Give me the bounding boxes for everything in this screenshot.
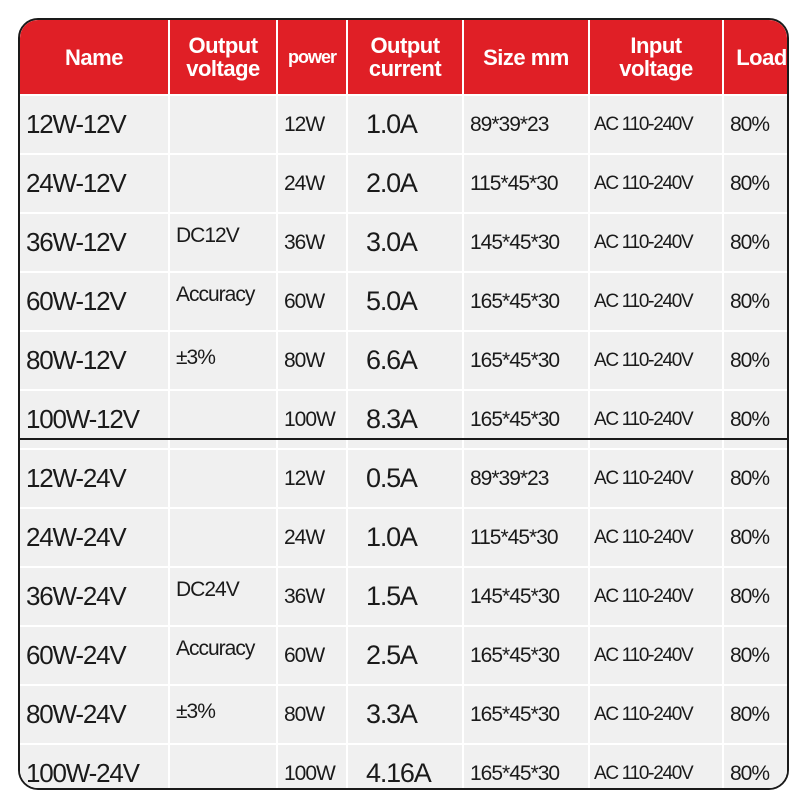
cell-output-voltage: ±3% <box>170 686 276 743</box>
cell-output-current: 5.0A <box>348 273 462 330</box>
cell-power: 12W <box>278 96 346 153</box>
cell-input-voltage: AC 110-240V <box>590 568 722 625</box>
cell-load: 80% <box>724 391 789 448</box>
cell-output-voltage <box>170 96 276 153</box>
cell-size: 89*39*23 <box>464 96 588 153</box>
cell-name: 80W-24V <box>20 686 168 743</box>
group-divider <box>20 438 787 440</box>
cell-output-current: 3.3A <box>348 686 462 743</box>
header-output-voltage: Output voltage <box>170 20 276 94</box>
cell-load: 80% <box>724 332 789 389</box>
cell-input-voltage: AC 110-240V <box>590 155 722 212</box>
cell-name: 100W-12V <box>20 391 168 448</box>
cell-input-voltage: AC 110-240V <box>590 332 722 389</box>
cell-power: 36W <box>278 214 346 271</box>
cell-name: 60W-12V <box>20 273 168 330</box>
cell-size: 115*45*30 <box>464 155 588 212</box>
cell-power: 24W <box>278 155 346 212</box>
cell-power: 60W <box>278 627 346 684</box>
cell-size: 165*45*30 <box>464 391 588 448</box>
cell-size: 165*45*30 <box>464 686 588 743</box>
cell-output-current: 4.16A <box>348 745 462 790</box>
cell-size: 145*45*30 <box>464 568 588 625</box>
cell-input-voltage: AC 110-240V <box>590 214 722 271</box>
cell-input-voltage: AC 110-240V <box>590 391 722 448</box>
cell-output-current: 1.0A <box>348 96 462 153</box>
cell-power: 100W <box>278 745 346 790</box>
cell-load: 80% <box>724 745 789 790</box>
cell-input-voltage: AC 110-240V <box>590 509 722 566</box>
cell-name: 24W-24V <box>20 509 168 566</box>
cell-power: 100W <box>278 391 346 448</box>
header-power: power <box>278 20 346 94</box>
cell-name: 36W-24V <box>20 568 168 625</box>
cell-name: 100W-24V <box>20 745 168 790</box>
cell-input-voltage: AC 110-240V <box>590 686 722 743</box>
cell-output-voltage: Accuracy <box>170 627 276 684</box>
cell-input-voltage: AC 110-240V <box>590 627 722 684</box>
cell-size: 165*45*30 <box>464 745 588 790</box>
cell-power: 36W <box>278 568 346 625</box>
cell-output-current: 8.3A <box>348 391 462 448</box>
cell-load: 80% <box>724 627 789 684</box>
cell-input-voltage: AC 110-240V <box>590 273 722 330</box>
cell-name: 12W-24V <box>20 450 168 507</box>
cell-name: 60W-24V <box>20 627 168 684</box>
cell-output-voltage: DC12V <box>170 214 276 271</box>
cell-output-current: 1.0A <box>348 509 462 566</box>
cell-name: 80W-12V <box>20 332 168 389</box>
header-size: Size mm <box>464 20 588 94</box>
cell-load: 80% <box>724 273 789 330</box>
cell-output-current: 0.5A <box>348 450 462 507</box>
cell-load: 80% <box>724 509 789 566</box>
cell-input-voltage: AC 110-240V <box>590 450 722 507</box>
cell-output-current: 2.5A <box>348 627 462 684</box>
cell-size: 165*45*30 <box>464 627 588 684</box>
cell-size: 145*45*30 <box>464 214 588 271</box>
cell-output-current: 2.0A <box>348 155 462 212</box>
cell-power: 12W <box>278 450 346 507</box>
header-load: Load <box>724 20 789 94</box>
cell-name: 36W-12V <box>20 214 168 271</box>
cell-power: 24W <box>278 509 346 566</box>
cell-size: 115*45*30 <box>464 509 588 566</box>
spec-table <box>20 20 787 788</box>
cell-name: 12W-12V <box>20 96 168 153</box>
cell-size: 89*39*23 <box>464 450 588 507</box>
header-name: Name <box>20 20 168 94</box>
cell-load: 80% <box>724 686 789 743</box>
cell-load: 80% <box>724 568 789 625</box>
cell-power: 80W <box>278 686 346 743</box>
cell-output-voltage: ±3% <box>170 332 276 389</box>
cell-output-voltage <box>170 450 276 507</box>
cell-output-voltage <box>170 745 276 790</box>
cell-load: 80% <box>724 96 789 153</box>
cell-name: 24W-12V <box>20 155 168 212</box>
cell-output-current: 6.6A <box>348 332 462 389</box>
header-input-voltage: Input voltage <box>590 20 722 94</box>
cell-output-voltage <box>170 155 276 212</box>
cell-output-current: 1.5A <box>348 568 462 625</box>
cell-output-voltage: DC24V <box>170 568 276 625</box>
cell-power: 60W <box>278 273 346 330</box>
cell-input-voltage: AC 110-240V <box>590 96 722 153</box>
cell-load: 80% <box>724 450 789 507</box>
cell-input-voltage: AC 110-240V <box>590 745 722 790</box>
cell-size: 165*45*30 <box>464 332 588 389</box>
cell-load: 80% <box>724 214 789 271</box>
cell-size: 165*45*30 <box>464 273 588 330</box>
cell-output-current: 3.0A <box>348 214 462 271</box>
cell-output-voltage: Accuracy <box>170 273 276 330</box>
cell-load: 80% <box>724 155 789 212</box>
cell-output-voltage <box>170 509 276 566</box>
cell-power: 80W <box>278 332 346 389</box>
header-output-current: Output current <box>348 20 462 94</box>
spec-table-frame <box>18 18 789 790</box>
